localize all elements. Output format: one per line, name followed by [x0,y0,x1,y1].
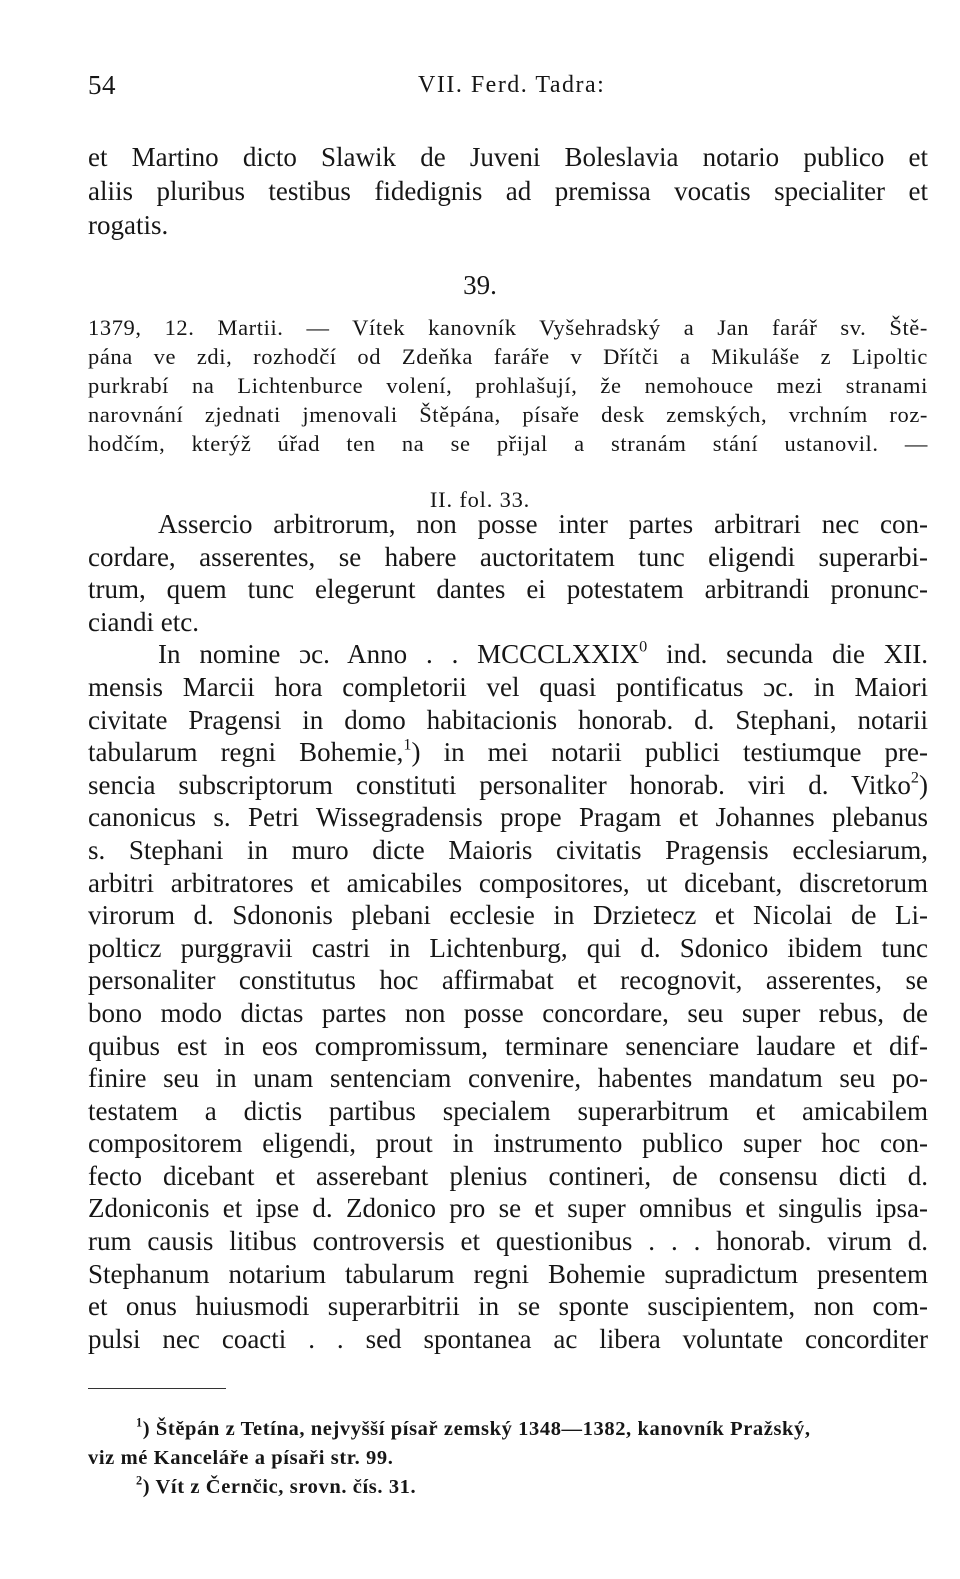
body-line: testatem a dictis partibus specialem superarbitrum et amicabilem [88,1095,928,1126]
document-body [88,508,928,1355]
body-text: ind. secunda die XII. [647,639,928,670]
body-line [88,638,928,671]
footnote-ref-1: 1 [403,735,412,754]
regest-line: purkrabí na Lichtenburce volení, prohlašují, že nemohouce mezi stranami [88,373,928,398]
page-number: 54 [88,70,116,100]
body-line: quibus est in eos compromissum, terminare senenciare laudare et dif- [88,1030,928,1061]
footnote-text: ) Štěpán z Tetína, nejvyšší písař zemský 1348—1382, kanovník Pražský, [142,1418,811,1440]
body-line: ciandi etc. [88,606,199,637]
body-line: canonicus s. Petri Wissegradensis prope Pragam et Johannes plebanus [88,802,928,833]
footnote-divider [88,1388,226,1389]
footnote-1-continued: viz mé Kanceláře a písaři str. 99. [88,1447,394,1469]
footnotes [88,1415,928,1502]
body-line: s. Stephani in muro dicte Maioris civitatis Pragensis ecclesiarum, [88,834,928,865]
body-line: mensis Marcii hora completorii vel quasi pontificatus ɔc. in Maiori [88,671,928,702]
regest-line: 1379, 12. Martii. — Vítek kanovník Vyšehradský a Jan farář sv. Ště- [88,315,928,340]
body-line: bono modo dictas partes non posse concordare, seu super rebus, de [88,997,928,1028]
body-line: cordare, asserentes, se habere auctoritatem tunc eligendi superarbi- [88,541,928,572]
body-line: pulsi nec coacti . . sed spontanea ac libera voluntate concorditer [88,1323,928,1354]
body-line: civitate Pragensi in domo habitacionis honorab. d. Stephani, notarii [88,704,928,735]
paragraph-text [88,638,928,1355]
body-text: In nomine ɔc. Anno . . MCCCLXXIX [158,639,640,670]
body-line: rum causis litibus controversis et questionibus . . . honorab. virum d. [88,1226,928,1257]
running-title: VII. Ferd. Tadra: [418,72,606,98]
page-header [88,70,920,110]
body-line: virorum d. Sdononis plebani ecclesie in Drzietecz et Nicolai de Li- [88,900,928,931]
body-line: Stephanum notarium tabularum regni Bohemie supradictum presentem [88,1258,928,1289]
footnote-mark: 2 [136,1473,143,1488]
text-line: aliis pluribus testibus fidedignis ad premissa vocatis specialiter et [88,176,928,206]
continuation-text [88,140,928,242]
footnote-1 [88,1415,928,1444]
footnote-ref-2: 2 [910,768,919,787]
body-line: et onus huiusmodi superarbitrii in se sponte suscipientem, non com- [88,1291,928,1322]
body-text: ) [919,769,928,800]
body-line [88,769,928,802]
body-line: arbitri arbitratores et amicabiles compositores, ut dicebant, discretorum [88,867,928,898]
body-line: compositorem eligendi, prout in instrumento publico super hoc con- [88,1128,928,1159]
regest-line: pána ve zdi, rozhodčí od Zdeňka faráře v Dřítči a Mikuláše z Lipoltic [88,344,928,369]
body-line: fecto dicebant et asserebant plenius contineri, de consensu dicti d. [88,1160,928,1191]
text-line: rogatis. [88,210,169,240]
body-line: polticz purggravii castri in Lichtenburg, qui d. Sdonico ibidem tunc [88,932,928,963]
body-line [88,736,928,769]
body-line: personaliter constitutus hoc affirmabat et recognovit, asserentes, se [88,965,928,996]
regest-summary [88,313,928,458]
body-line: trum, quem tunc elegerunt dantes ei potestatem arbitrandi pronunc- [88,574,928,605]
superscript: 0 [639,638,648,657]
footnote-mark: 1 [136,1415,143,1430]
body-text: sencia subscriptorum constituti personaliter honorab. viri d. Vitko [88,769,911,800]
paragraph-heading [88,508,928,638]
regest-line: narovnání zjednati jmenovali Štěpána, písaře desk zemských, vrchním roz- [88,402,928,427]
footnote-2 [88,1473,928,1502]
body-line: finire seu in unam sentenciam convenire, habentes mandatum seu po- [88,1063,928,1094]
text-line: et Martino dicto Slawik de Juveni Boleslavia notario publico et [88,142,928,172]
footnote-text: ) Vít z Černčic, srovn. čís. 31. [142,1476,417,1498]
regest-line: hodčím, kterýž úřad ten na se přijal a stranám stání ustanovil. — [88,431,928,456]
document-number: 39. [463,270,497,300]
body-line: Assercio arbitrorum, non posse inter partes arbitrari nec con- [158,509,928,539]
source-citation: II. fol. 33. [429,487,531,512]
body-line: Zdoniconis et ipse d. Zdonico pro se et super omnibus et singulis ipsa- [88,1193,928,1224]
body-text: tabularum regni Bohemie, [88,737,404,768]
body-text: ) in mei notarii publici testiumque pre- [411,737,928,768]
